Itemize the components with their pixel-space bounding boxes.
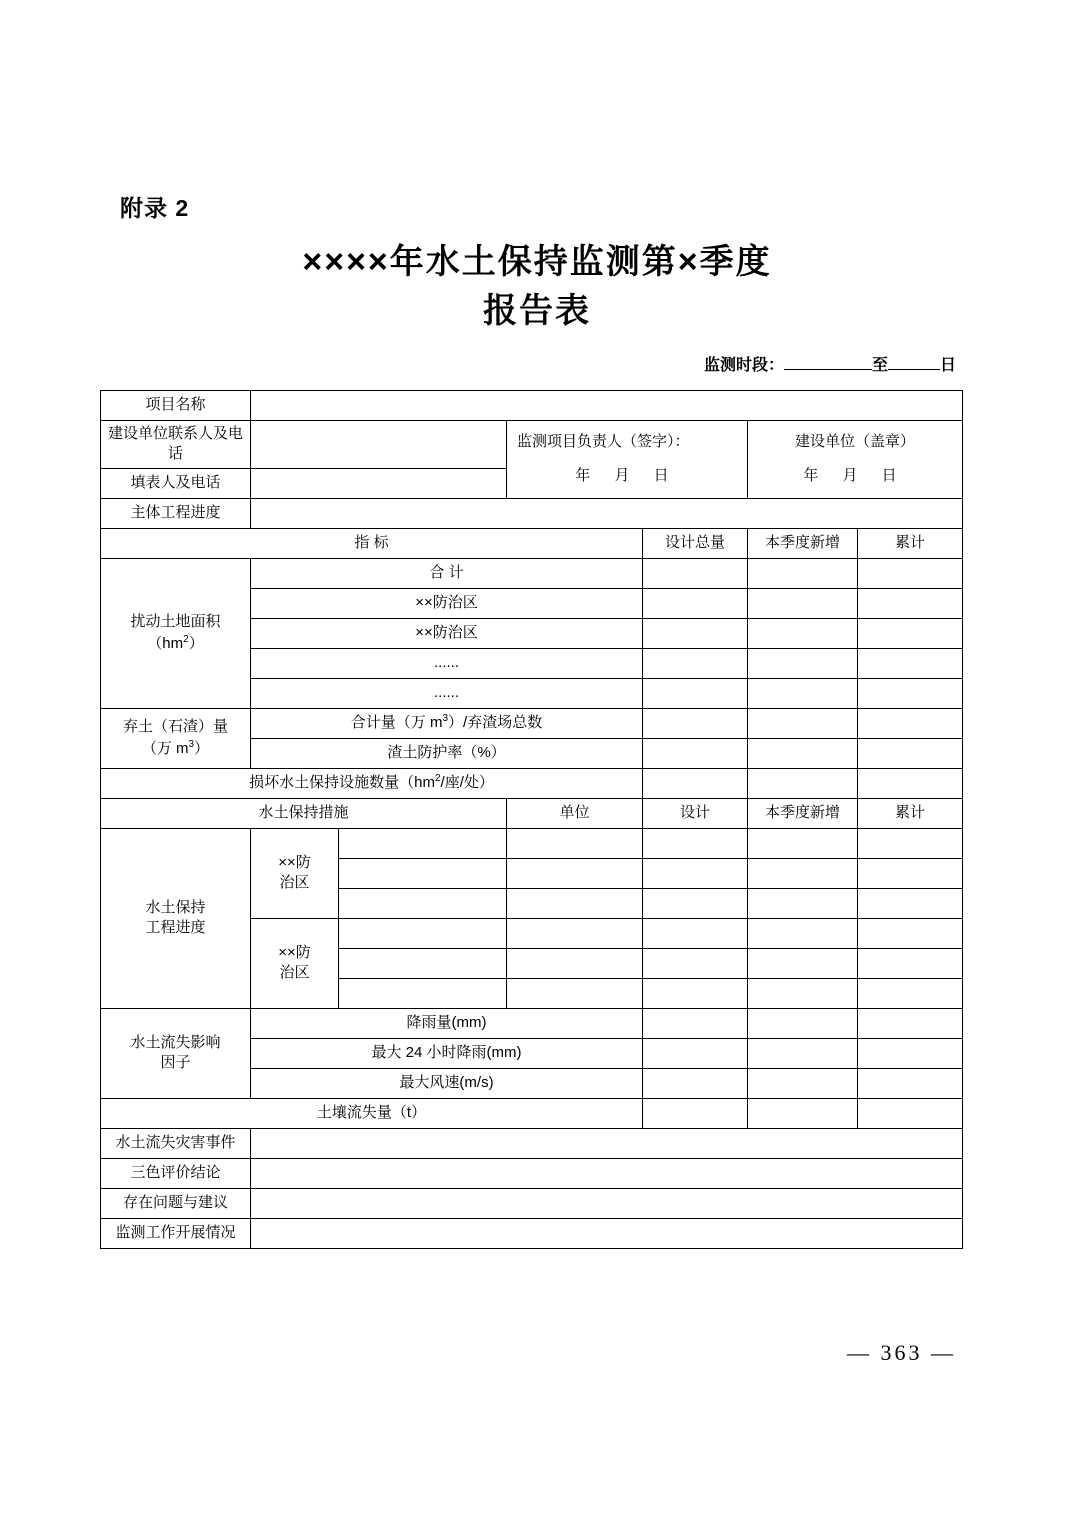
- disturbed-1-quarter[interactable]: [748, 588, 858, 618]
- measure-zone-a-label: [251, 828, 339, 918]
- builder-unit-label: 建设单位（盖章）: [794, 433, 915, 450]
- design-header: 设计: [643, 798, 748, 828]
- monitor-work-label: 监测工作开展情况: [101, 1218, 251, 1248]
- builder-contact-value[interactable]: [251, 421, 507, 469]
- factor-row-label-1: 最大 24 小时降雨(mm): [251, 1038, 643, 1068]
- measure-a3-cumulative[interactable]: [858, 888, 963, 918]
- disturbed-3-cumulative[interactable]: [858, 648, 963, 678]
- damage-cumulative[interactable]: [858, 768, 963, 798]
- table-row-monitor-work: [101, 1218, 963, 1248]
- builder-contact-label: 建设单位联系人及电话: [101, 421, 251, 469]
- builder-unit-date[interactable]: 年 月 日: [803, 467, 907, 485]
- spoil-row-0-sup: 3: [442, 713, 449, 725]
- page-title: [0, 238, 1074, 337]
- spoil-row-label-1: 渣土防护率（%）: [251, 738, 643, 768]
- filler-value[interactable]: [251, 468, 507, 498]
- disturbed-1-design[interactable]: [643, 588, 748, 618]
- table-row-disturbed-1: [101, 558, 963, 588]
- disturbed-0-cumulative[interactable]: [858, 558, 963, 588]
- measure-zone-b-label: [251, 918, 339, 1008]
- three-color-value[interactable]: [251, 1158, 963, 1188]
- measure-b3-quarter[interactable]: [748, 978, 858, 1008]
- measure-a2-unit[interactable]: [507, 858, 643, 888]
- factor-1-cumulative[interactable]: [858, 1038, 963, 1068]
- measure-b3-cumulative[interactable]: [858, 978, 963, 1008]
- disturbed-2-cumulative[interactable]: [858, 618, 963, 648]
- disturbed-1-cumulative[interactable]: [858, 588, 963, 618]
- spoil-1-cumulative[interactable]: [858, 738, 963, 768]
- project-name-value[interactable]: [251, 391, 963, 421]
- spoil-label-unit-sup: 3: [188, 738, 195, 750]
- spoil-label-unit: （万 $m^3$）: [141, 738, 210, 757]
- measure-b1-design[interactable]: [643, 918, 748, 948]
- table-row-builder-contact: [101, 421, 963, 469]
- disturbed-4-design[interactable]: [643, 678, 748, 708]
- measure-b1-quarter[interactable]: [748, 918, 858, 948]
- design-total-header: 设计总量: [643, 528, 748, 558]
- main-progress-label: 主体工程进度: [101, 498, 251, 528]
- disturbed-2-quarter[interactable]: [748, 618, 858, 648]
- spoil-1-quarter[interactable]: [748, 738, 858, 768]
- spoil-0-quarter[interactable]: [748, 708, 858, 738]
- disturbed-area-unit-sup: 2: [183, 633, 189, 645]
- factor-0-design[interactable]: [643, 1008, 748, 1038]
- measure-quarter-header: 本季度新增: [748, 798, 858, 828]
- damage-label-sup: 2: [434, 773, 441, 785]
- issues-value[interactable]: [251, 1188, 963, 1218]
- measure-progress-label: [101, 828, 251, 1008]
- soil-loss-label: 土壤流失量（t）: [101, 1098, 643, 1128]
- disturbed-2-design[interactable]: [643, 618, 748, 648]
- monitoring-period-line: [704, 352, 956, 375]
- disturbed-row-label-3: ......: [251, 648, 643, 678]
- table-row-soil-loss: [101, 1098, 963, 1128]
- measure-zone-b-l2: 治区: [279, 964, 310, 981]
- measure-a3-design[interactable]: [643, 888, 748, 918]
- damage-design[interactable]: [643, 768, 748, 798]
- disturbed-3-design[interactable]: [643, 648, 748, 678]
- monitor-leader-cell: [507, 421, 748, 499]
- damage-quarter[interactable]: [748, 768, 858, 798]
- measure-a2-cumulative[interactable]: [858, 858, 963, 888]
- factor-row-label-0: 降雨量(mm): [251, 1008, 643, 1038]
- disaster-value[interactable]: [251, 1128, 963, 1158]
- factor-label: [101, 1008, 251, 1098]
- main-progress-value[interactable]: [251, 498, 963, 528]
- disturbed-row-label-1: ××防治区: [251, 588, 643, 618]
- factor-2-design[interactable]: [643, 1068, 748, 1098]
- disturbed-4-cumulative[interactable]: [858, 678, 963, 708]
- monitor-leader-date[interactable]: 年 月 日: [575, 467, 679, 485]
- soil-loss-design[interactable]: [643, 1098, 748, 1128]
- soil-loss-quarter[interactable]: [748, 1098, 858, 1128]
- factor-0-quarter[interactable]: [748, 1008, 858, 1038]
- measure-a2-design[interactable]: [643, 858, 748, 888]
- measure-zone-b-l1: ××防: [278, 943, 311, 961]
- period-to-label: 至: [871, 357, 888, 374]
- spoil-label: [101, 708, 251, 768]
- measure-b1-name[interactable]: [339, 918, 507, 948]
- measure-zone-a-l1: ××防: [278, 853, 311, 871]
- measure-a3-quarter[interactable]: [748, 888, 858, 918]
- measure-b2-design[interactable]: [643, 948, 748, 978]
- disturbed-row-label-4: ......: [251, 678, 643, 708]
- measure-b2-name[interactable]: [339, 948, 507, 978]
- disturbed-3-quarter[interactable]: [748, 648, 858, 678]
- table-row-three-color: [101, 1158, 963, 1188]
- title-line-1: ××××年水土保持监测第×季度: [302, 243, 772, 281]
- three-color-label: 三色评价结论: [101, 1158, 251, 1188]
- factor-1-quarter[interactable]: [748, 1038, 858, 1068]
- monitoring-period-label: 监测时段：: [703, 357, 784, 374]
- monitor-work-value[interactable]: [251, 1218, 963, 1248]
- factor-2-cumulative[interactable]: [858, 1068, 963, 1098]
- indicator-header-label: 指 标: [101, 528, 643, 558]
- measure-a2-name[interactable]: [339, 858, 507, 888]
- spoil-label-text: 弃土（石渣）量: [122, 718, 228, 736]
- table-row-project-name: [101, 391, 963, 421]
- period-end-label: 日: [939, 357, 956, 374]
- disaster-label: 水土流失灾害事件: [101, 1128, 251, 1158]
- factor-label-l2: 因子: [160, 1054, 191, 1071]
- appendix-label: 附录 2: [120, 195, 190, 221]
- monitor-leader-label: 监测项目负责人（签字）：: [517, 433, 690, 450]
- disturbed-area-unit: $(hm^2)$: [147, 633, 204, 652]
- measure-b3-name[interactable]: [339, 978, 507, 1008]
- measure-b1-unit[interactable]: [507, 918, 643, 948]
- issues-label: 存在问题与建议: [101, 1188, 251, 1218]
- soil-loss-cumulative[interactable]: [858, 1098, 963, 1128]
- table-row-main-progress: [101, 498, 963, 528]
- measure-b2-quarter[interactable]: [748, 948, 858, 978]
- filler-label: 填表人及电话: [101, 468, 251, 498]
- disturbed-0-design[interactable]: [643, 558, 748, 588]
- table-row-spoil-1: [101, 708, 963, 738]
- table-row-disaster: [101, 1128, 963, 1158]
- measure-b3-design[interactable]: [643, 978, 748, 1008]
- measure-b1-cumulative[interactable]: [858, 918, 963, 948]
- measure-b3-unit[interactable]: [507, 978, 643, 1008]
- disturbed-row-label-2: ××防治区: [251, 618, 643, 648]
- period-end-blank[interactable]: [888, 352, 940, 370]
- factor-0-cumulative[interactable]: [858, 1008, 963, 1038]
- table-row-issues: [101, 1188, 963, 1218]
- disturbed-0-quarter[interactable]: [748, 558, 858, 588]
- builder-unit-cell: [748, 421, 963, 499]
- factor-1-design[interactable]: [643, 1038, 748, 1068]
- measure-a1-cumulative[interactable]: [858, 828, 963, 858]
- table-row-indicator-header: [101, 528, 963, 558]
- disturbed-4-quarter[interactable]: [748, 678, 858, 708]
- disturbed-row-label-0: 合 计: [251, 558, 643, 588]
- spoil-0-cumulative[interactable]: [858, 708, 963, 738]
- measure-zone-a-l2: 治区: [279, 874, 310, 891]
- measure-a3-name[interactable]: [339, 888, 507, 918]
- factor-2-quarter[interactable]: [748, 1068, 858, 1098]
- measure-a1-quarter[interactable]: [748, 828, 858, 858]
- unit-header: 单位: [507, 798, 643, 828]
- spoil-row-label-0: 合计量（万 $m^3)/$弃渣场总数: [251, 708, 643, 738]
- measure-header-label: 水土保持措施: [101, 798, 507, 828]
- measure-a2-quarter[interactable]: [748, 858, 858, 888]
- table-row-measure-a1: [101, 828, 963, 858]
- project-name-label: 项目名称: [101, 391, 251, 421]
- spoil-0-design[interactable]: [643, 708, 748, 738]
- measure-a1-design[interactable]: [643, 828, 748, 858]
- measure-b2-cumulative[interactable]: [858, 948, 963, 978]
- measure-progress-label-l2: 工程进度: [145, 919, 206, 936]
- measure-a3-unit[interactable]: [507, 888, 643, 918]
- quarter-new-header: 本季度新增: [748, 528, 858, 558]
- measure-b2-unit[interactable]: [507, 948, 643, 978]
- factor-row-label-2: 最大风速(m/s): [251, 1068, 643, 1098]
- measure-progress-label-l1: 水土保持: [145, 898, 206, 916]
- disturbed-area-label: [101, 558, 251, 708]
- table-row-factor-1: [101, 1008, 963, 1038]
- measure-a1-unit[interactable]: [507, 828, 643, 858]
- page-number: — 363 —: [847, 1340, 956, 1365]
- cumulative-header: 累计: [858, 528, 963, 558]
- disturbed-area-label-text: 扰动土地面积: [130, 613, 221, 631]
- spoil-1-design[interactable]: [643, 738, 748, 768]
- measure-a1-name[interactable]: [339, 828, 507, 858]
- title-line-2: 报告表: [483, 292, 591, 331]
- table-row-measure-header: [101, 798, 963, 828]
- damage-label: 损坏水土保持设施数量（$hm^2/$座/处）: [101, 768, 643, 798]
- table-row-damage: [101, 768, 963, 798]
- report-form-table: [100, 390, 963, 1249]
- factor-label-l1: 水土流失影响: [130, 1033, 221, 1051]
- measure-cumulative-header: 累计: [858, 798, 963, 828]
- period-start-blank[interactable]: [784, 352, 872, 370]
